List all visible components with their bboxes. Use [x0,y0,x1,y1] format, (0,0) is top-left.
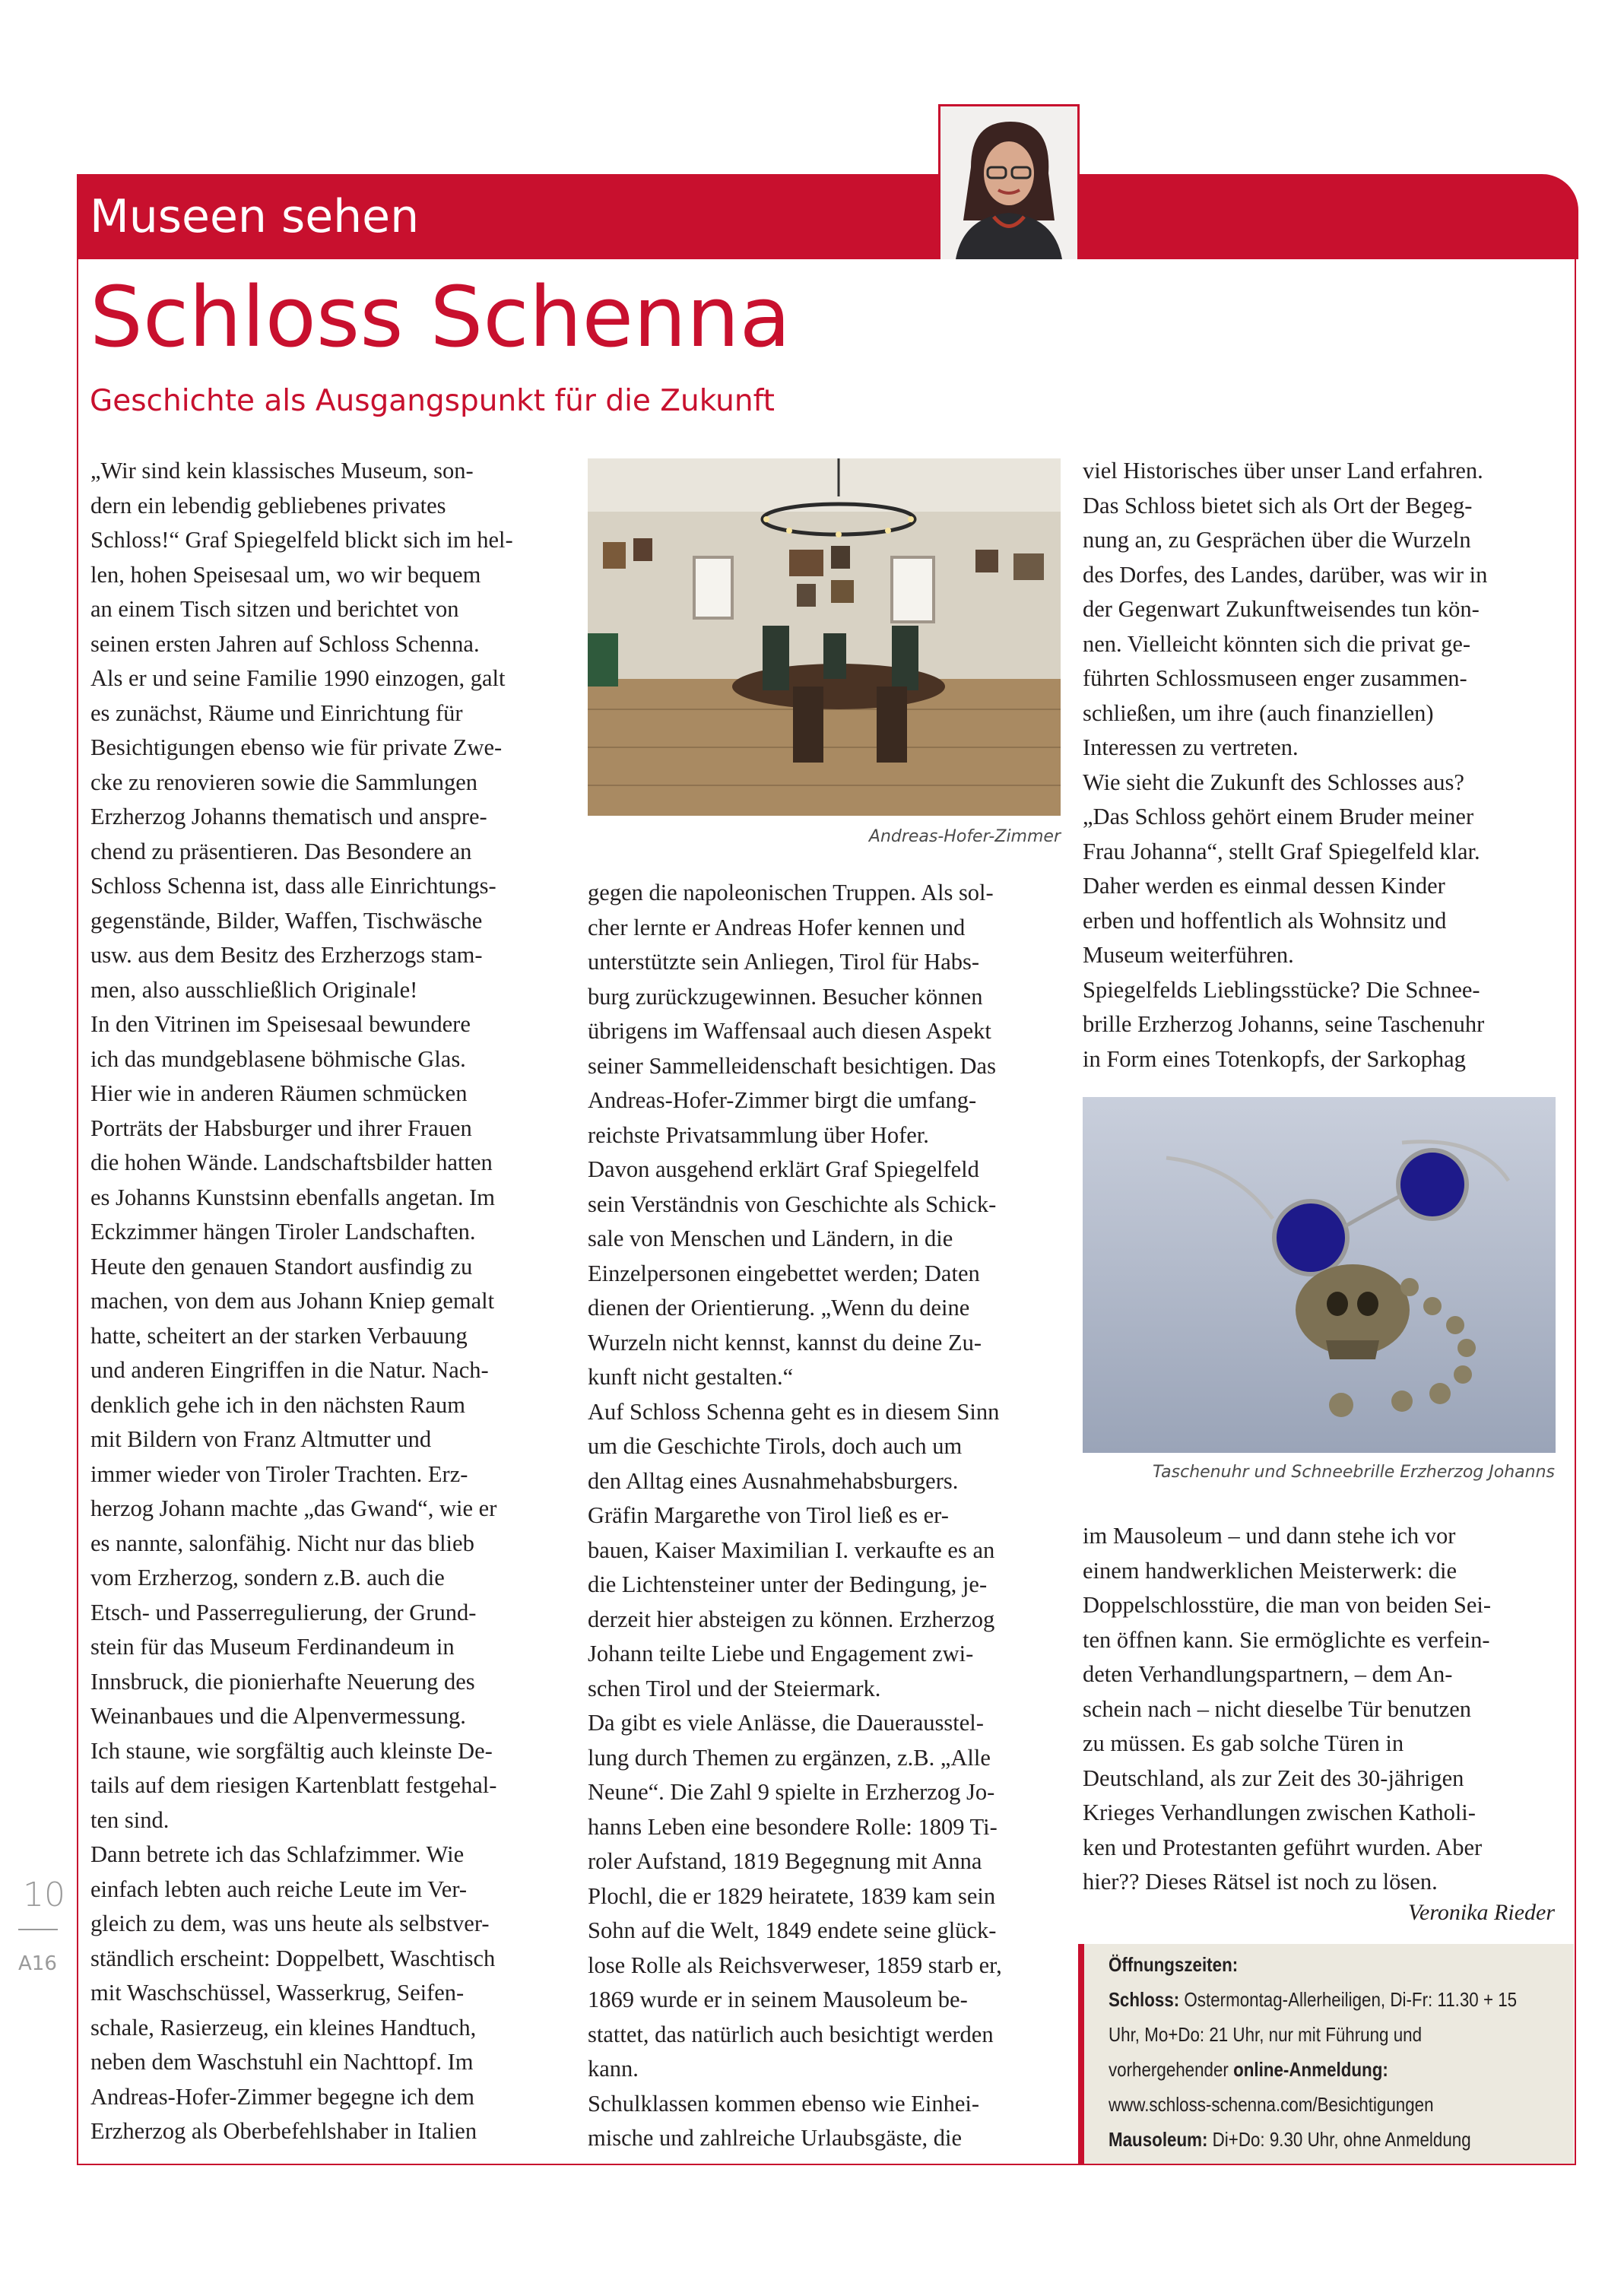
text-line: Gräfin Margarethe von Tirol ließ es er- [588,1502,949,1528]
section-label: Museen sehen [90,190,420,243]
text-line: Als er und seine Familie 1990 einzogen, galt [90,665,506,691]
text-line: Schloss!“ Graf Spiegelfeld blickt sich im hel- [90,527,513,553]
text-line: men, also ausschließlich Originale! [90,976,418,1003]
text-line: gleich zu dem, was uns heute als selbstver- [90,1911,490,1936]
text-line: einem handwerklichen Meisterwerk: die [1083,1557,1457,1584]
text-line: 1869 wurde er in seinem Mausoleum be- [588,1987,968,2012]
text-line: die hohen Wände. Landschaftsbilder hatten [90,1150,493,1175]
text-line: Einzelpersonen eingebettet werden; Daten [588,1260,980,1286]
text-line: unterstützte sein Anliegen, Tirol für Habs- [588,949,980,975]
text-line: stein für das Museum Ferdinandeum in [90,1634,455,1660]
text-line: Daher werden es einmal dessen Kinder [1083,873,1445,899]
text-line: lose Rolle als Reichsverweser, 1859 starb er, [588,1952,1002,1978]
mausoleum-label: Mausoleum: [1109,2128,1208,2151]
text-line: Davon ausgehend erklärt Graf Spiegelfeld [588,1156,979,1182]
page-divider [18,1929,58,1930]
text-line: hatte, scheitert an der starken Verbauung [90,1322,468,1349]
text-line: Andreas-Hofer-Zimmer birgt die umfang- [588,1087,977,1113]
text-line: Deutschland, als zur Zeit des 30-jährigen [1083,1765,1464,1791]
text-line: Porträts der Habsburger und ihrer Frauen [90,1115,472,1141]
author-name: Veronika Rieder [1408,1900,1555,1925]
text-line: Frau Johanna“, stellt Graf Spiegelfeld klar. [1083,838,1480,864]
text-line: der Gegenwart Zukunftweisendes tun kön- [1083,596,1480,622]
text-line: reichste Privatsammlung über Hofer. [588,1121,929,1148]
text-line: cher lernte er Andreas Hofer kennen und [588,914,966,940]
text-line: die Lichtensteiner unter der Bedingung, je- [588,1571,988,1597]
text-line: den Alltag eines Ausnahmehabsburgers. [588,1467,959,1494]
text-line: und anderen Eingriffen in die Natur. Nach- [90,1357,489,1383]
text-line: nen. Vielleicht könnten sich die privat ge- [1083,630,1471,657]
text-column-2 [588,876,1002,2156]
text-line: mit Waschschüssel, Wasserkrug, Seifen- [90,1980,465,2006]
text-line: an einem Tisch sitzen und berichtet von [90,596,459,622]
text-line: seiner Sammelleidenschaft besichtigen. Das [588,1052,996,1079]
text-line: des Dorfes, des Landes, darüber, was wir in [1083,561,1488,588]
text-line: Da gibt es viele Anlässe, die Dauerausstel- [588,1710,984,1736]
text-line: Auf Schloss Schenna geht es in diesem Sinn [588,1398,1000,1425]
page-code: A16 [18,1952,57,1975]
text-line: einfach lebten auch reiche Leute im Ver- [90,1876,468,1902]
text-line: ken und Protestanten geführt wurden. Aber [1083,1834,1483,1860]
text-line: Dann betrete ich das Schlafzimmer. Wie [90,1841,465,1867]
text-line: in Form eines Totenkopfs, der Sarkophag [1083,1045,1466,1072]
photo-caption: Andreas-Hofer-Zimmer [868,827,1061,846]
text-line: schale, Rasierzeug, ein kleines Handtuch, [90,2014,477,2041]
text-line: führten Schlossmuseen enger zusammen- [1083,665,1467,691]
text-line: deten Verhandlungspartnern, – dem An- [1083,1661,1453,1687]
text-line: nung an, zu Gesprächen über die Wurzeln [1083,527,1471,553]
text-line: derzeit hier absteigen zu können. Erzherzog [588,1606,995,1632]
text-line: schen Tirol und der Steiermark. [588,1675,881,1701]
text-line: neben dem Waschstuhl ein Nachttopf. Im [90,2049,474,2075]
text-line: roler Aufstand, 1819 Begegnung mit Anna [588,1848,982,1874]
text-line: übrigens im Waffensaal auch diesen Aspekt [588,1018,991,1044]
text-line: Eckzimmer hängen Tiroler Landschaften. [90,1219,476,1245]
text-line: sale von Menschen und Ländern, in die [588,1226,953,1251]
text-line: Besichtigungen ebenso wie für private Zwe- [90,734,503,760]
opening-hours-heading: Öffnungszeiten: [1109,1953,1239,1976]
text-line: gegen die napoleonischen Truppen. Als sol- [588,880,994,905]
text-line: sein Verständnis von Geschichte als Schick- [588,1191,997,1217]
text-line: len, hohen Speisesaal um, wo wir bequem [90,561,481,588]
text-line: Schulklassen kommen ebenso wie Einhei- [588,2090,980,2117]
text-line: Erzherzog als Oberbefehlshaber in Italien [90,2118,477,2144]
text-line: Neune“. Die Zahl 9 spielte in Erzherzog Jo- [588,1779,995,1805]
text-line: schließen, um ihre (auch finanziellen) [1083,699,1434,726]
text-line: es Johanns Kunstsinn ebenfalls angetan. Im [90,1184,495,1210]
text-line: Das Schloss bietet sich als Ort der Begeg- [1083,492,1473,518]
website-link[interactable]: www.schloss-schenna.com/Besichtigungen [1109,2093,1434,2116]
text-line: tails auf dem riesigen Kartenblatt festgehal- [90,1772,497,1798]
text-line: Sohn auf die Welt, 1849 endete seine glück- [588,1917,997,1943]
text-line: „Wir sind kein klassisches Museum, son- [90,458,474,484]
text-line: ständlich erscheint: Doppelbett, Waschtisch [90,1945,496,1971]
schloss-hours-line3: vorhergehender [1109,2058,1234,2081]
dining-room-photo [588,458,1061,816]
text-line: Museum weiterführen. [1083,942,1294,968]
article-subtitle: Geschichte als Ausgangspunkt für die Zukunft [90,384,775,418]
text-line: hier?? Dieses Rätsel ist noch zu lösen. [1083,1869,1438,1895]
text-line: im Mausoleum – und dann stehe ich vor [1083,1523,1456,1549]
text-line: ten sind. [90,1806,170,1833]
text-line: stattet, das natürlich auch besichtigt werden [588,2021,994,2047]
text-line: gegenstände, Bilder, Waffen, Tischwäsche [90,907,483,934]
page-number: 10 [23,1876,65,1914]
text-line: Heute den genauen Standort ausfindig zu [90,1253,473,1280]
text-line: kunft nicht gestalten.“ [588,1364,794,1390]
text-line: Andreas-Hofer-Zimmer begegne ich dem [90,2083,474,2110]
text-line: Wurzeln nicht kennst, kannst du deine Zu- [588,1329,982,1356]
photo-caption: Taschenuhr und Schneebrille Erzherzog Johanns [1153,1463,1555,1482]
text-line: um die Geschichte Tirols, doch auch um [588,1433,963,1459]
schloss-hours: Ostermontag-Allerheiligen, Di-Fr: 11.30 + 15 [1179,1988,1518,2011]
text-line: mit Bildern von Franz Altmutter und [90,1426,432,1452]
glasses-skull-photo [1083,1097,1556,1453]
text-column-3-top [1083,454,1487,1077]
text-line: Schloss Schenna ist, dass alle Einrichtungs- [90,873,496,899]
text-line: Ich staune, wie sorgfältig auch kleinste De- [90,1737,493,1764]
text-line: denklich gehe ich in den nächsten Raum [90,1391,465,1418]
text-line: Erzherzog Johanns thematisch und anspre- [90,804,487,829]
text-line: mische und zahlreiche Urlaubsgäste, die [588,2125,963,2151]
text-line: Interessen zu vertreten. [1083,734,1299,760]
text-line: Hier wie in anderen Räumen schmücken [90,1080,468,1106]
text-line: cke zu renovieren sowie die Sammlungen [90,769,478,795]
text-line: zu müssen. Es gab solche Türen in [1083,1730,1404,1756]
author-portrait [938,104,1080,259]
text-line: machen, von dem aus Johann Kniep gemalt [90,1288,495,1314]
text-line: Innsbruck, die pionierhafte Neuerung des [90,1668,475,1695]
online-registration-label: online-Anmeldung: [1233,2058,1388,2081]
text-line: ten öffnen kann. Sie ermöglichte es verfein- [1083,1626,1490,1653]
text-line: chend zu präsentieren. Das Besondere an [90,838,472,864]
text-line: immer wieder von Tiroler Trachten. Erz- [90,1460,468,1487]
mausoleum-hours: Di+Do: 9.30 Uhr, ohne Anmeldung [1207,2128,1471,2151]
text-line: Weinanbaues und die Alpenvermessung. [90,1703,466,1729]
text-line: Plochl, die er 1829 heiratete, 1839 kam sein [588,1882,996,1909]
text-line: es zunächst, Räume und Einrichtung für [90,699,463,726]
text-line: erben und hoffentlich als Wohnsitz und [1083,907,1447,934]
text-line: Krieges Verhandlungen zwischen Katholi- [1083,1800,1476,1825]
text-line: Spiegelfelds Lieblingsstücke? Die Schnee- [1083,976,1480,1003]
opening-hours-text [1109,1947,1517,2157]
text-line: Johann teilte Liebe und Engagement zwi- [588,1641,974,1666]
text-line: viel Historisches über unser Land erfahren. [1083,458,1483,484]
text-line: vom Erzherzog, sondern z.B. auch die [90,1565,445,1590]
text-line: dern ein lebendig gebliebenes privates [90,492,446,518]
text-line: herzog Johann machte „das Gwand“, wie er [90,1495,497,1521]
schloss-hours-line2: Uhr, Mo+Do: 21 Uhr, nur mit Führung und [1109,2023,1423,2046]
text-line: lung durch Themen zu ergänzen, z.B. „Alle [588,1744,991,1771]
text-line: kann. [588,2056,639,2082]
schloss-label: Schloss: [1109,1988,1180,2011]
text-line: hanns Leben eine besondere Rolle: 1809 Ti- [588,1813,998,1840]
text-column-1 [90,454,513,2149]
text-line: es nannte, salonfähig. Nicht nur das blieb [90,1530,474,1556]
text-line: ich das mundgeblasene böhmische Glas. [90,1045,466,1072]
text-line: Doppelschlosstüre, die man von beiden Sei- [1083,1592,1492,1618]
article-title: Schloss Schenna [90,268,791,366]
text-line: „Das Schloss gehört einem Bruder meiner [1083,804,1474,829]
text-line: dienen der Orientierung. „Wenn du deine [588,1295,970,1321]
text-line: schein nach – nicht dieselbe Tür benutzen [1083,1695,1471,1722]
text-line: seinen ersten Jahren auf Schloss Schenna. [90,630,480,657]
text-line: bauen, Kaiser Maximilian I. verkaufte es an [588,1536,995,1563]
text-line: Wie sieht die Zukunft des Schlosses aus? [1083,769,1464,795]
text-column-3-bottom [1083,1519,1491,1900]
text-line: Etsch- und Passerregulierung, der Grund- [90,1599,477,1625]
text-line: In den Vitrinen im Speisesaal bewundere [90,1011,471,1037]
text-line: usw. aus dem Besitz des Erzherzogs stam- [90,942,483,968]
text-line: burg zurückzugewinnen. Besucher können [588,983,983,1010]
text-line: brille Erzherzog Johanns, seine Taschenuhr [1083,1011,1485,1037]
